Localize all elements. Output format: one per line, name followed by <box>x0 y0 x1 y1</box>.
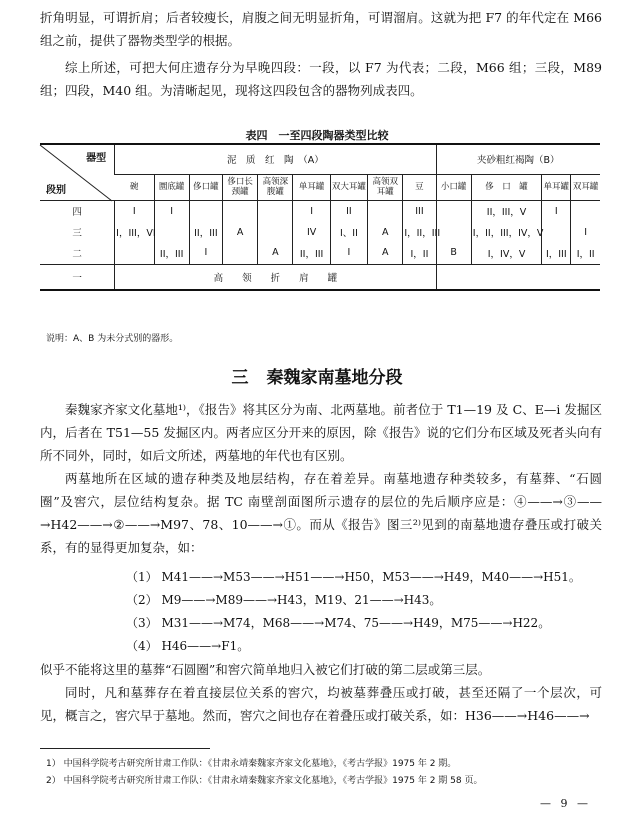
table-cell: I <box>293 200 330 222</box>
col-header: 高领深腹罐 <box>258 174 293 200</box>
table-cell: II，III <box>189 222 222 242</box>
table-row <box>40 242 600 264</box>
intro-paragraph-2: 综上所述，可把大何庄遗存分为早晚四段：一段，以 F7 为代表；二段，M66 组；三段，M89 组；四段，M40 组。为清晰起见，现将这四段包含的器物列成表四。 <box>40 60 602 98</box>
col-header: 侈口罐 <box>189 174 222 200</box>
table-cell <box>189 200 222 222</box>
table-cell: I <box>115 200 154 222</box>
table-cell: I <box>330 242 367 264</box>
corner-label-stage: 段别 <box>46 184 66 196</box>
table-corner-cell <box>40 144 115 200</box>
table-cell: I，III，VI <box>115 222 154 242</box>
table-cell <box>115 242 154 264</box>
table-note: 说明：A、B 为未分式别的器形。 <box>46 334 179 344</box>
stage-cell: 四 <box>72 207 82 219</box>
table-cell: I，III <box>542 242 571 264</box>
table-row-last <box>40 264 600 290</box>
stage-cell: 二 <box>72 248 82 260</box>
closing-paragraph-2: 同时，凡和墓葬存在着直接层位关系的窖穴，均被墓葬叠压或打破，甚至还隔了一个层次，可见，概言之，窖穴早于墓地。然而，窖穴之间也存在着叠压或打破关系，如：H36——→H46——→ <box>40 685 602 723</box>
sequence-item: （4） H46——→F1。 <box>126 639 250 653</box>
footnote-2: 2） 中国科学院考古研究所甘肃工作队：《甘肃永靖秦魏家齐家文化墓地》，《考古学报》1975 年 2 期 58 页。 <box>46 776 483 786</box>
section-number: 三 <box>231 368 249 388</box>
group-header-coarse-sand: 夹砂粗红褐陶（B） <box>436 144 600 174</box>
footnote-1: 1） 中国科学院考古研究所甘肃工作队：《甘肃永靖秦魏家齐家文化墓地》，《考古学报》1975 年 2 期。 <box>46 759 457 769</box>
table-cell: I <box>154 200 189 222</box>
table-cell <box>222 242 257 264</box>
table-cell: I，II <box>403 242 436 264</box>
table-cell: I，II，III，IV，V <box>471 222 542 242</box>
col-header: 双耳罐 <box>571 174 600 200</box>
sequence-item: （1） M41——→M53——→H51——→H50，M53——→H49，M40——→H51。 <box>126 570 581 584</box>
page-number: — 9 — <box>540 797 591 810</box>
body-paragraph-2: 两墓地所在区域的遗存种类及地层结构，存在着差异。南墓地遗存种类较多，有墓葬、“石圆圈”及窖穴，层位结构复杂。据 TC 南壁剖面图所示遗存的层位的先后顺序应是：④——→③——→H42——→②——→M97、78、10——→①。而从《报告》图三²⁾见到的南墓地遗存叠压或打破关系，有的显得更加复杂，如： <box>40 471 602 555</box>
col-header: 单耳罐 <box>293 174 330 200</box>
col-header: 高领双耳罐 <box>368 174 403 200</box>
table-cell: I，II <box>571 242 600 264</box>
table-cell: I，II，III <box>403 222 436 242</box>
stage-cell: 一 <box>40 264 115 290</box>
table-cell <box>571 200 600 222</box>
table-cell: A <box>368 242 403 264</box>
table-cell: A <box>222 222 257 242</box>
section-title-text: 秦魏家南墓地分段 <box>266 368 403 388</box>
table-cell: A <box>258 242 293 264</box>
table-cell: A <box>368 222 403 242</box>
table-cell: III <box>403 200 436 222</box>
footnote-rule <box>40 748 210 749</box>
table-cell <box>258 200 293 222</box>
table-cell: II，III <box>293 242 330 264</box>
table-cell: II，III，V <box>471 200 542 222</box>
stage-cell: 三 <box>72 228 82 239</box>
table-cell-empty <box>436 264 600 290</box>
col-header: 圜底罐 <box>154 174 189 200</box>
col-header: 豆 <box>403 174 436 200</box>
table-cell <box>436 200 471 222</box>
body-paragraph-1: 秦魏家齐家文化墓地¹⁾，《报告》将其区分为南、北两墓地。前者位于 T1—19 及 C、E—i 发掘区内，后者在 T51—55 发掘区内。两者应区分开来的原因，除《报告》说的它们分布区域及死者头向有所不同外，同时，如后文所述，两墓地的年代也有区别。 <box>40 402 602 463</box>
table-cell-merged: 高 领 折 肩 罐 <box>115 264 436 290</box>
col-header: 双大耳罐 <box>330 174 367 200</box>
closing-paragraph-1: 似乎不能将这里的墓葬“石圆圈”和窖穴简单地归入被它们打破的第二层或第三层。 <box>40 662 491 677</box>
table-cell <box>542 222 571 242</box>
section-heading <box>0 363 634 388</box>
col-header: 侈口长颈罐 <box>222 174 257 200</box>
corner-label-type: 器型 <box>86 153 107 164</box>
table-cell: I、II <box>330 222 367 242</box>
sequence-item: （3） M31——→M74，M68——→M74、75——→H49，M75——→H22。 <box>126 616 551 630</box>
col-header: 小口罐 <box>436 174 471 200</box>
sequence-item: （2） M9——→M89——→H43，M19、21——→H43。 <box>126 593 442 607</box>
table-cell: IV <box>293 222 330 242</box>
table-cell: I <box>189 242 222 264</box>
table-cell <box>368 200 403 222</box>
table-cell <box>258 222 293 242</box>
table-row <box>40 222 600 242</box>
table-cell: I <box>542 200 571 222</box>
intro-paragraph-1: 折角明显，可谓折肩；后者较瘦长，肩腹之间无明显折角，可谓溜肩。这就为把 F7 的年代定在 M66 组之前，提供了器物类型学的根据。 <box>40 10 602 48</box>
col-header: 碗 <box>115 174 154 200</box>
table-caption: 表四 一至四段陶器类型比较 <box>245 129 389 142</box>
pottery-type-table <box>40 143 600 291</box>
group-header-fine-red: 泥 质 红 陶 （A） <box>115 144 436 174</box>
table-cell <box>154 222 189 242</box>
col-header: 单耳罐 <box>542 174 571 200</box>
table-cell: I，IV，V <box>471 242 542 264</box>
table-cell: I <box>571 222 600 242</box>
table-row <box>40 200 600 222</box>
col-header: 侈 口 罐 <box>471 174 542 200</box>
table-cell: II <box>330 200 367 222</box>
table-cell: B <box>436 242 471 264</box>
table-cell: II，III <box>154 242 189 264</box>
table-cell <box>436 222 471 242</box>
table-cell <box>222 200 257 222</box>
